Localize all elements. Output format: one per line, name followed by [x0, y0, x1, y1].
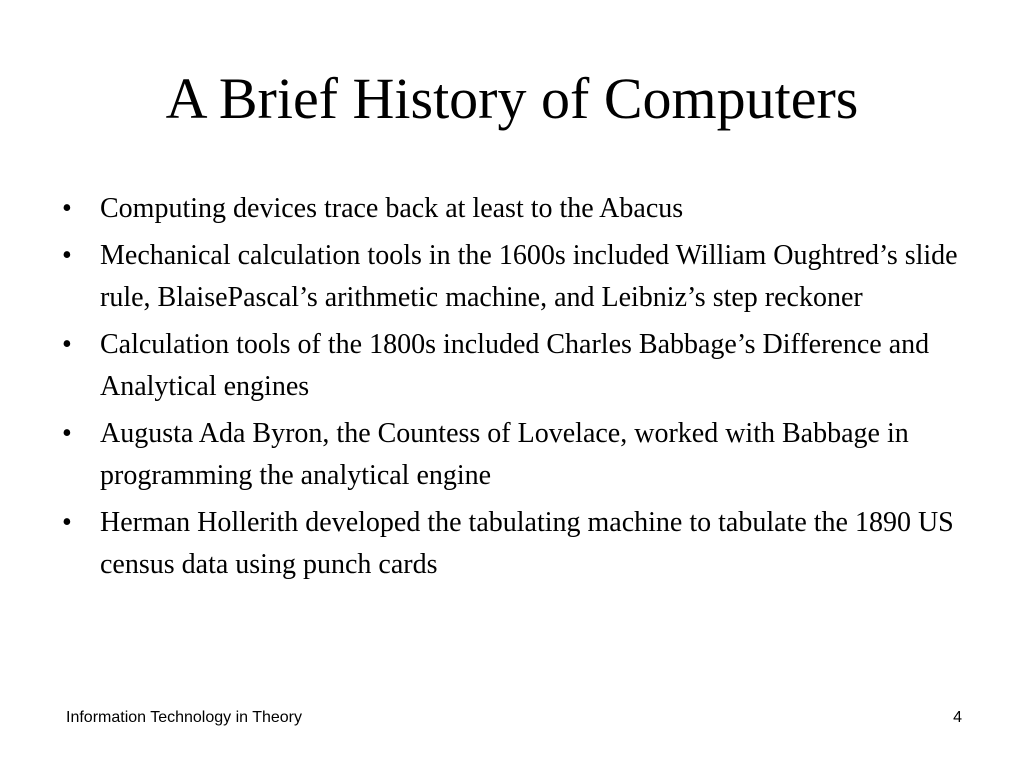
bullet-icon: • [62, 329, 72, 360]
footer-page-number: 4 [953, 709, 962, 726]
bullet-item [62, 502, 982, 586]
bullet-icon: • [62, 507, 72, 538]
bullet-icon: • [62, 193, 72, 224]
bullet-text: Herman Hollerith developed the tabulating machine to tabulate the 1890 US census data using punch cards [100, 507, 954, 580]
bullet-item [62, 188, 982, 230]
footer-course-name: Information Technology in Theory [66, 709, 302, 726]
bullet-icon: • [62, 240, 72, 271]
bullet-text: Computing devices trace back at least to the Abacus [100, 193, 684, 224]
slide-title: A Brief History of Computers [165, 66, 859, 131]
bullet-item [62, 324, 982, 408]
bullet-text: Mechanical calculation tools in the 1600s included William Oughtred’s slide rule, BlaisePascal’s arithmetic machine, and Leibniz’s step reckoner [100, 240, 958, 313]
bullet-text: Augusta Ada Byron, the Countess of Lovelace, worked with Babbage in programming the analytical engine [100, 418, 909, 491]
bullet-icon: • [62, 418, 72, 449]
bullet-text: Calculation tools of the 1800s included Charles Babbage’s Difference and Analytical engines [100, 329, 930, 402]
bullet-item [62, 235, 982, 319]
bullet-item [62, 413, 982, 497]
bullet-list [62, 188, 982, 591]
